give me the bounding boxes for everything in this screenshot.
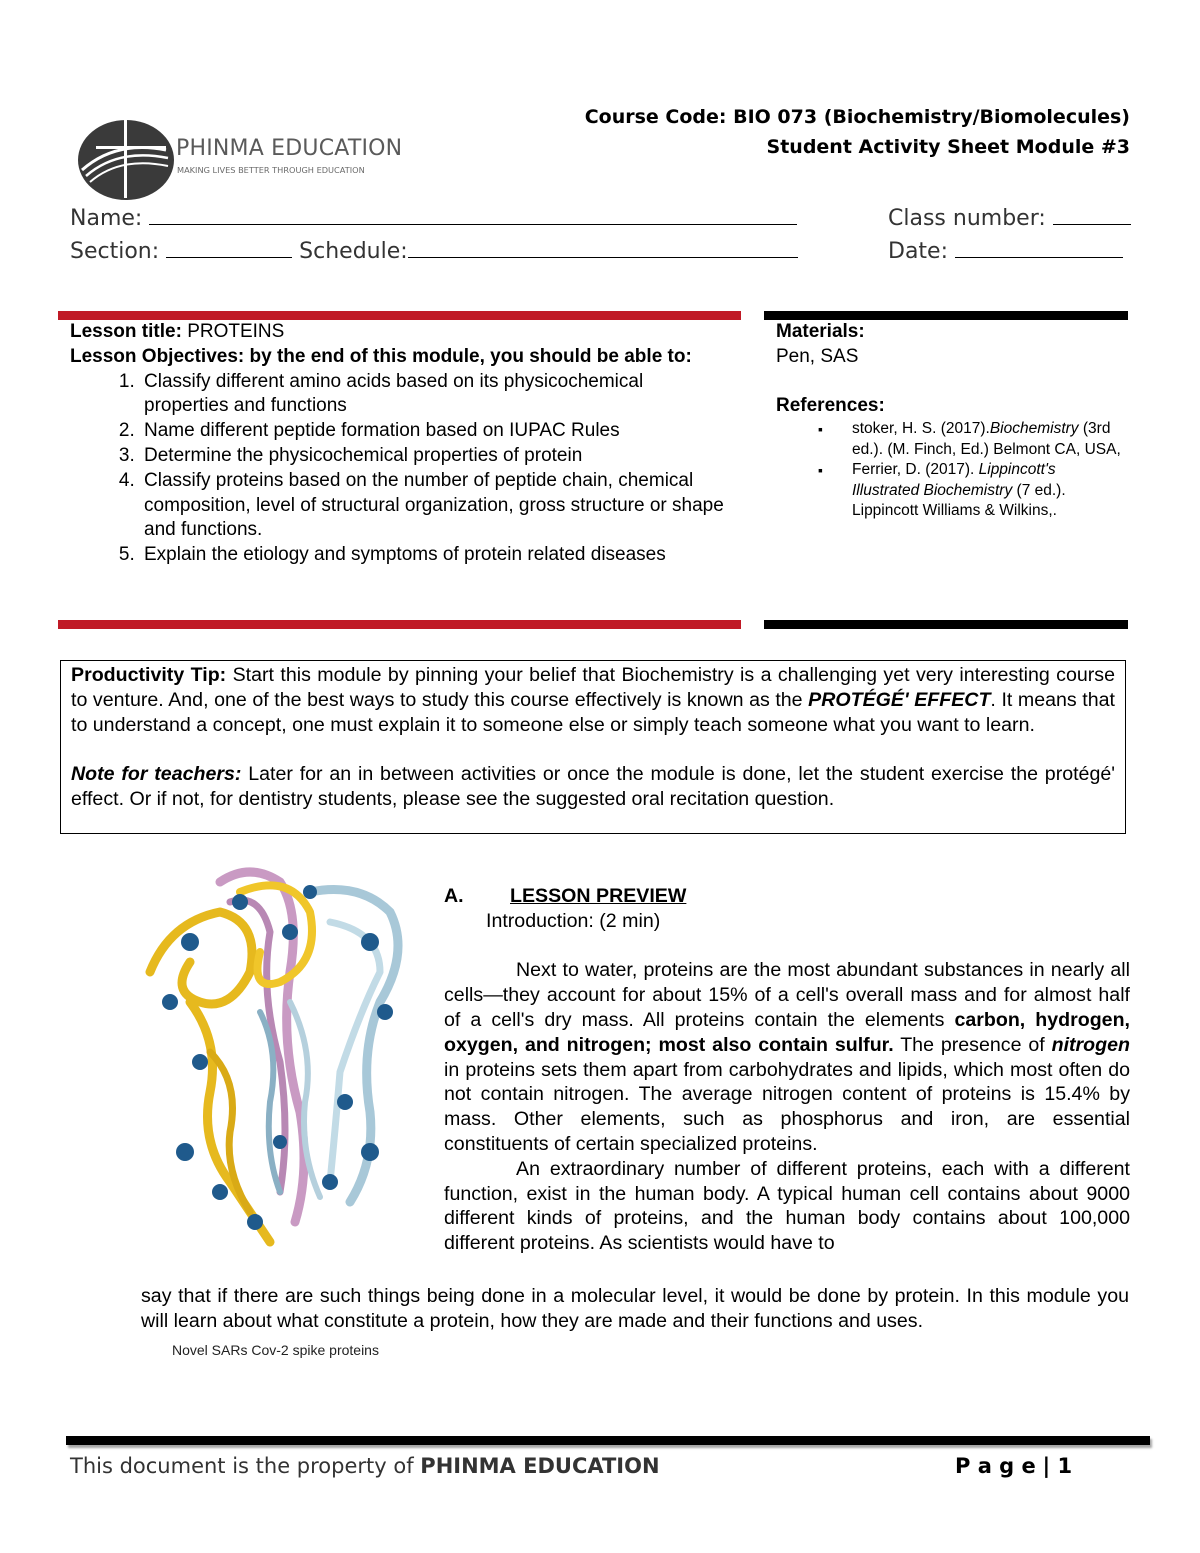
schedule-input[interactable]	[408, 237, 798, 258]
materials-heading: Materials:	[776, 321, 865, 342]
preview-paragraph-2: An extraordinary number of different proteins, each with a different function, exist in the human body. A typical human cell contains about 9000 different kinds of proteins, and the human body contains about 100,000 different proteins. As scientists would have to	[444, 1157, 1130, 1255]
references-heading: References:	[776, 395, 885, 417]
name-input[interactable]	[149, 204, 797, 225]
lesson-section	[70, 320, 730, 568]
spike-protein-image	[130, 852, 420, 1252]
preview-heading: A. LESSON PREVIEW	[444, 885, 687, 907]
objective-item: 5. Explain the etiology and symptoms of protein related diseases	[140, 543, 730, 568]
spike-protein-illustration	[130, 852, 420, 1252]
date-input[interactable]	[955, 237, 1123, 258]
name-label: Name:	[70, 206, 143, 231]
reference-item: ▪ stoker, H. S. (2017).Biochemistry (3rd ed.). (M. Finch, Ed.) Belmont CA, USA,	[852, 419, 1126, 460]
schedule-label: Schedule:	[299, 239, 408, 264]
reference-item: ▪ Ferrier, D. (2017). Lippincott's Illustrated Biochemistry (7 ed.). Lippincott Williams & Wilkins,.	[852, 460, 1126, 522]
class-number-field	[888, 204, 1131, 231]
objective-item: 1. Classify different amino acids based on its physicochemical properties and functions	[140, 370, 730, 420]
image-caption: Novel SARs Cov-2 spike proteins	[172, 1342, 379, 1358]
section-field	[70, 237, 798, 264]
objectives-list	[70, 370, 730, 568]
section-label: Section:	[70, 239, 160, 264]
materials-items: Pen, SAS	[776, 345, 859, 367]
teacher-note: Note for teachers: Later for an in between activities or once the module is done, let the student exercise the protégé' effect. Or if not, for dentistry students, please see the suggested oral recitation question.	[71, 763, 1115, 810]
materials-section	[776, 320, 1126, 522]
phinma-logo	[76, 110, 403, 205]
objective-item: 4. Classify proteins based on the number of peptide chain, chemical composition, level of structural organization, gross structure or shape and functions.	[140, 469, 730, 543]
logo-mark-icon	[76, 110, 176, 205]
name-field	[70, 204, 797, 231]
footer-text: This document is the property of PHINMA EDUCATION	[70, 1454, 660, 1478]
lesson-bottom-bar	[58, 620, 741, 629]
preview-intro: Introduction: (2 min)	[486, 909, 661, 932]
logo-name: PHINMA EDUCATION	[176, 136, 403, 161]
materials-top-bar	[764, 311, 1128, 320]
lesson-top-bar	[58, 311, 741, 320]
logo-tagline: MAKING LIVES BETTER THROUGH EDUCATION	[177, 165, 365, 175]
materials-bottom-bar	[764, 620, 1128, 629]
references-list	[776, 419, 1126, 522]
preview-paragraph-2-tail: say that if there are such things being done in a molecular level, it would be done by protein. In this module you will learn about what constitute a protein, how they are made and their functions and uses.	[141, 1285, 1129, 1332]
objective-item: 2. Name different peptide formation based on IUPAC Rules	[140, 419, 730, 444]
preview-paragraph-1: Next to water, proteins are the most abundant substances in nearly all cells—they account for about 15% of a cell's overall mass and for almost half of a cell's dry mass. All proteins contain the elements carbon, hydrogen, oxygen, and nitrogen; most also contain sulfur. The presence of nitrogen in proteins sets them apart from carbohydrates and lipids, which most often do not contain nitrogen. The average nitrogen content of proteins is 15.4% by mass. Other elements, such as phosphorus and iron, are essential constituents of certain specialized proteins.	[444, 959, 1130, 1155]
course-code: Course Code: BIO 073 (Biochemistry/Biomolecules)	[584, 106, 1130, 128]
class-number-label: Class number:	[888, 206, 1046, 231]
date-label: Date:	[888, 239, 948, 264]
course-info	[585, 102, 1130, 162]
lesson-title: Lesson title: PROTEINS	[70, 321, 285, 342]
footer-bar	[66, 1436, 1150, 1445]
date-field	[888, 237, 1123, 264]
section-input[interactable]	[166, 237, 292, 258]
page-number: P a g e | 1	[955, 1454, 1073, 1478]
class-number-input[interactable]	[1053, 204, 1131, 225]
productivity-tip: Productivity Tip: Start this module by pinning your belief that Biochemistry is a challenging yet very interesting course to venture. And, one of the best ways to study this course effectively is known as the PROTÉGÉ' EFFECT. It means that to understand a concept, one must explain it to someone else or simply teach someone what you want to learn.	[71, 664, 1115, 736]
objective-item: 3. Determine the physicochemical properties of protein	[140, 444, 730, 469]
objectives-heading: Lesson Objectives: by the end of this module, you should be able to:	[70, 345, 692, 367]
productivity-tip-box	[60, 660, 1126, 834]
lesson-preview	[444, 884, 1130, 1256]
activity-sheet-title: Student Activity Sheet Module #3	[766, 136, 1130, 158]
